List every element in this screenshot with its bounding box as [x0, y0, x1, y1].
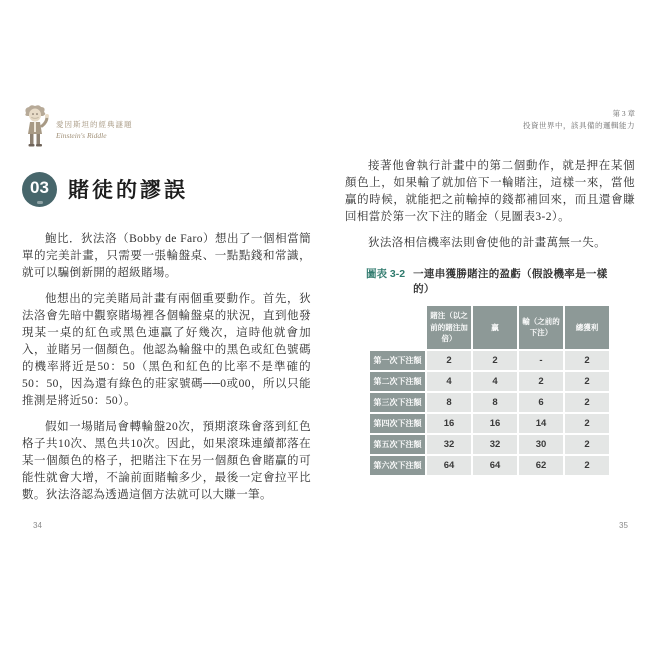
einstein-illustration [22, 104, 50, 148]
table-row-label: 第五次下注額 [370, 435, 425, 454]
table-cell: 64 [473, 456, 517, 475]
table-cell: 64 [427, 456, 471, 475]
left-page-body [22, 231, 311, 504]
table-header-row [370, 306, 609, 349]
table-row-label: 第三次下注額 [370, 393, 425, 412]
table-cell: 14 [519, 414, 563, 433]
figure-3-2 [368, 266, 611, 477]
table-column-header: 輸（之前的下注） [519, 306, 563, 349]
table-cell: 2 [565, 456, 609, 475]
table-row-label: 第二次下注額 [370, 372, 425, 391]
table-cell: - [519, 351, 563, 370]
table-column-header: 總獲利 [565, 306, 609, 349]
table-cell: 30 [519, 435, 563, 454]
table-cell: 2 [565, 351, 609, 370]
table-cell: 8 [473, 393, 517, 412]
table-cell: 2 [565, 372, 609, 391]
paragraph: 鮑比．狄法洛（Bobby de Faro）想出了一個相當簡單的完美計畫，只需要一張輪盤桌、一點點錢和常識，就可以騙倒新開的超級賭場。 [22, 233, 311, 279]
table-cell: 32 [473, 435, 517, 454]
paragraph: 狄法洛相信機率法則會使他的計畫萬無一失。 [368, 237, 606, 249]
payout-table-body [370, 351, 609, 475]
section-number-badge [22, 172, 57, 207]
table-row [370, 456, 609, 475]
section-number: 03 [30, 178, 49, 197]
series-brand-text [56, 119, 133, 148]
figure-label: 圖表 3-2 [366, 268, 406, 280]
figure-caption: 一連串獲勝賭注的盈虧（假設機率是一樣的） [413, 268, 608, 295]
table-cell: 4 [427, 372, 471, 391]
table-corner-cell [370, 306, 425, 349]
page-number-right: 35 [619, 521, 628, 530]
payout-table [368, 304, 611, 477]
payout-table-head [370, 306, 609, 349]
table-cell: 2 [565, 414, 609, 433]
table-row-label: 第四次下注額 [370, 414, 425, 433]
table-cell: 2 [427, 351, 471, 370]
paragraph: 接著他會執行計畫中的第二個動作，就是押在某個顏色上，如果輸了就加倍下一輪賭注，這樣一來，當他贏的時候，就能把之前輸掉的錢都補回來，而且還會賺回相當於第一次下注的賭金（見圖表3-2）。 [345, 160, 635, 223]
table-cell: 2 [473, 351, 517, 370]
left-page [22, 104, 311, 513]
table-row-label: 第六次下注額 [370, 456, 425, 475]
table-cell: 62 [519, 456, 563, 475]
table-cell: 2 [565, 435, 609, 454]
table-column-header: 賭注（以之前的賭注加倍） [427, 306, 471, 349]
section-title: 賭徒的謬誤 [68, 178, 188, 202]
table-row [370, 351, 609, 370]
table-row [370, 414, 609, 433]
chapter-title: 投資世界中，該具備的邏輯能力 [523, 121, 635, 130]
table-row-label: 第一次下注額 [370, 351, 425, 370]
paragraph: 他想出的完美賭局計畫有兩個重要動作。首先，狄法洛會先暗中觀察賭場裡各個輪盤桌的狀況，直到他發現某一桌的紅色或黑色連贏了好幾次，這時他就會加入，並賭另一個顏色。他認為輪盤中的黑色或紅色號碼的機率將近是50：50（黑色和紅色的比率不是準確的50：50，因為還有綠色的莊家號碼──0或00，所以只能推測是將近50：50）。 [22, 293, 311, 407]
figure-title [366, 266, 611, 296]
table-cell: 2 [565, 393, 609, 412]
table-cell: 8 [427, 393, 471, 412]
table-row [370, 435, 609, 454]
table-cell: 32 [427, 435, 471, 454]
page-number-left: 34 [33, 521, 42, 530]
table-cell: 4 [473, 372, 517, 391]
series-subtitle: Einstein's Riddle [56, 131, 107, 140]
chapter-label: 第 3 章 [612, 109, 635, 118]
table-cell: 16 [473, 414, 517, 433]
section-heading [22, 170, 311, 208]
table-column-header: 贏 [473, 306, 517, 349]
right-page-body [345, 158, 635, 252]
paragraph: 假如一場賭局會轉輪盤20次，預期滾珠會落到紅色格子共10次、黑色共10次。因此，如果滾珠連續都落在某一個顏色的格子，把賭注下在另一個顏色會賭贏的可能性就會大增，不論前面賭輸多少，最後一定會拉平比數。狄法洛認為透過這個方法就可以大賺一筆。 [22, 421, 311, 501]
table-cell: 16 [427, 414, 471, 433]
table-cell: 2 [519, 372, 563, 391]
series-brand [22, 104, 311, 148]
series-title: 愛因斯坦的經典謎題 [56, 120, 133, 129]
table-row [370, 393, 609, 412]
badge-ornament [37, 201, 43, 204]
right-page [345, 108, 635, 477]
chapter-heading [345, 108, 635, 132]
table-cell: 6 [519, 393, 563, 412]
table-row [370, 372, 609, 391]
